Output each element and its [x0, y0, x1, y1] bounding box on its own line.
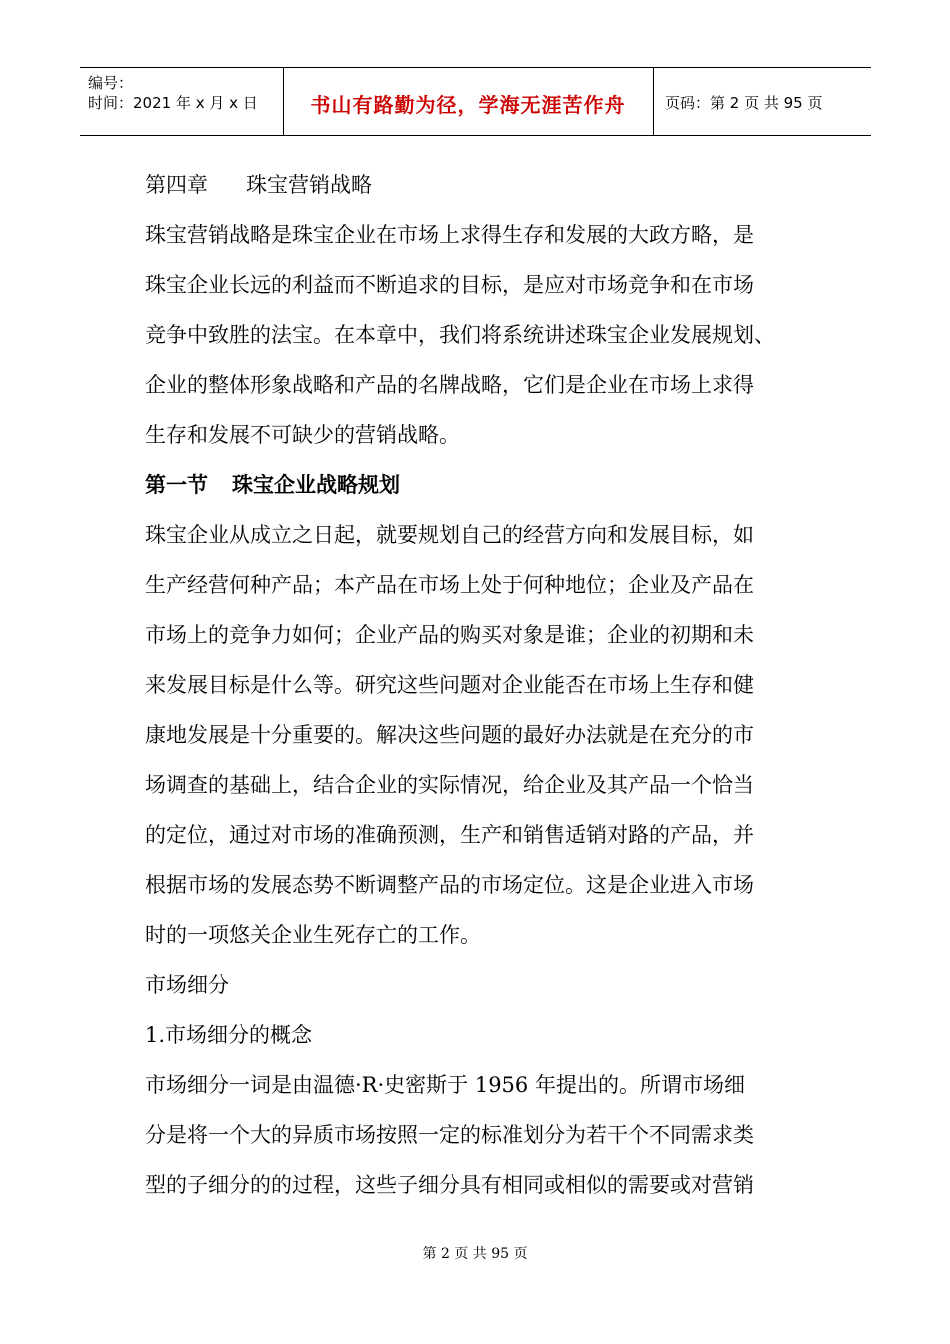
text-line: 企业的整体形象战略和产品的名牌战略，它们是企业在市场上求得	[145, 373, 754, 397]
paragraph-strategy	[145, 510, 815, 960]
header-divider-right	[653, 67, 654, 136]
text-line: 场调查的基础上，结合企业的实际情况，给企业及其产品一个恰当	[145, 773, 754, 797]
text-line: 来发展目标是什么等。研究这些问题对企业能否在市场上生存和健	[145, 673, 754, 697]
text-line: 型的子细分的的过程，这些子细分具有相同或相似的需要或对营销	[145, 1173, 754, 1197]
header-motto: 书山有路勤为径，学海无涯苦作舟	[310, 93, 626, 117]
text-line: 珠宝企业长远的利益而不断追求的目标，是应对市场竞争和在市场	[145, 273, 754, 297]
page-footer: 第 2 页 共 95 页	[422, 1246, 528, 1262]
text-line: 珠宝营销战略是珠宝企业在市场上求得生存和发展的大政方略，是	[145, 223, 754, 247]
section-heading	[145, 460, 815, 510]
text-line: 珠宝企业从成立之日起，就要规划自己的经营方向和发展目标，如	[145, 523, 754, 547]
text-line: 市场细分一词是由温德·R·史密斯于 1956 年提出的。所谓市场细	[145, 1073, 745, 1097]
text-line: 时的一项悠关企业生死存亡的工作。	[145, 923, 481, 947]
text-line: 根据市场的发展态势不断调整产品的市场定位。这是企业进入市场	[145, 873, 754, 897]
page-header	[80, 67, 871, 136]
chapter-title: 珠宝营销战略	[246, 173, 372, 197]
header-meta	[88, 73, 258, 113]
text-line: 市场上的竞争力如何；企业产品的购买对象是谁；企业的初期和未	[145, 623, 754, 647]
text-line: 分是将一个大的异质市场按照一定的标准划分为若干个不同需求类	[145, 1123, 754, 1147]
header-time-label: 时间：2021 年 x 月 x 日	[88, 94, 258, 112]
text-line: 竞争中致胜的法宝。在本章中，我们将系统讲述珠宝企业发展规划、	[145, 323, 775, 347]
document-body	[145, 160, 815, 1210]
header-number-label: 编号：	[88, 74, 134, 92]
header-top-rule	[80, 67, 871, 68]
chapter-number: 第四章	[145, 173, 208, 197]
text-line: 康地发展是十分重要的。解决这些问题的最好办法就是在充分的市	[145, 723, 754, 747]
text-line: 生存和发展不可缺少的营销战略。	[145, 423, 460, 447]
chapter-heading	[145, 160, 815, 210]
header-page-code: 页码：第 2 页 共 95 页	[665, 94, 823, 112]
text-line: 的定位，通过对市场的准确预测，生产和销售适销对路的产品，并	[145, 823, 754, 847]
paragraph-intro	[145, 210, 815, 460]
subsection-heading: 1.市场细分的概念	[145, 1023, 313, 1047]
header-bottom-rule	[80, 135, 871, 136]
subheading-market-segmentation: 市场细分	[145, 973, 229, 997]
paragraph-segmentation	[145, 1060, 815, 1210]
text-line: 生产经营何种产品；本产品在市场上处于何种地位；企业及产品在	[145, 573, 754, 597]
section-number: 第一节	[145, 473, 208, 497]
section-title: 珠宝企业战略规划	[232, 473, 400, 497]
